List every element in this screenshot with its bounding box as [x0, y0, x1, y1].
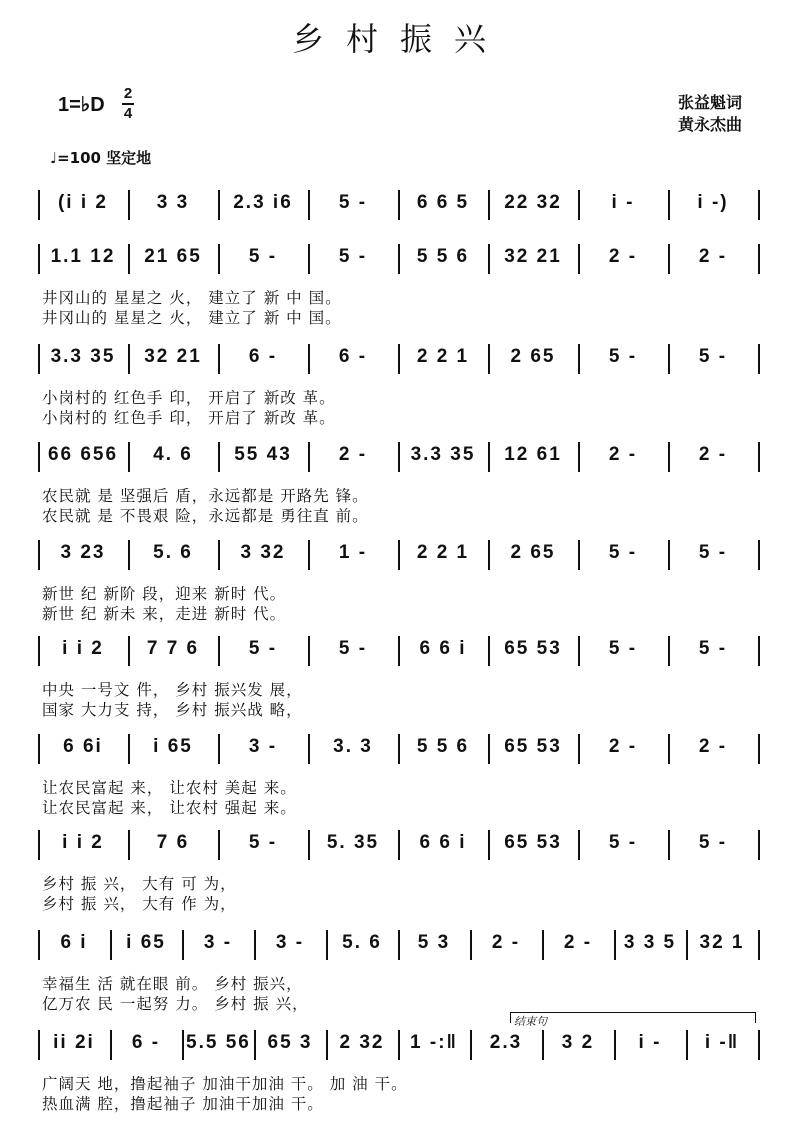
tempo-marking: ♩=100 坚定地 [50, 149, 152, 167]
measure: 5 - [248, 832, 278, 853]
barline [470, 1030, 472, 1060]
measure: 3. 3 [333, 736, 373, 757]
measure: 5 - [698, 638, 728, 659]
barline [38, 344, 40, 374]
barline [488, 636, 490, 666]
measure: i 65 [153, 736, 193, 757]
lyrics-verse-1: 让农民富起 来， 让农村 美起 来。 [42, 779, 297, 797]
barline [758, 190, 760, 220]
barline [110, 930, 112, 960]
measure: 6 6i [63, 736, 103, 757]
measure: 3 - [275, 932, 305, 953]
measure: 5 - [248, 246, 278, 267]
measure: 32 1 [699, 932, 745, 953]
measure: 5 - [608, 346, 638, 367]
barline [110, 1030, 112, 1060]
measure: 22 32 [504, 192, 562, 213]
measure: 5 - [698, 542, 728, 563]
measure: 65 53 [504, 638, 562, 659]
barline [758, 442, 760, 472]
measure: 7 6 [156, 832, 190, 853]
barline [758, 930, 760, 960]
measure: 1 - [338, 542, 368, 563]
barline [578, 244, 580, 274]
measure: i i 2 [62, 638, 104, 659]
barline [668, 244, 670, 274]
barline [218, 734, 220, 764]
measure: 65 3 [267, 1032, 313, 1053]
measure: 5. 6 [342, 932, 382, 953]
measure: 2 65 [510, 542, 556, 563]
measure: 2 2 1 [416, 542, 470, 563]
measure: 5 - [608, 638, 638, 659]
barline [38, 636, 40, 666]
time-bottom: 4 [123, 105, 133, 122]
barline [254, 930, 256, 960]
measure: 2 32 [339, 1032, 385, 1053]
lyrics-verse-1: 广阔天 地，撸起袖子 加油干加油 干。 加 油 干。 [42, 1075, 408, 1093]
measure: i - [611, 192, 635, 213]
barline [308, 636, 310, 666]
barline [398, 344, 400, 374]
lyrics-verse-2: 热血满 腔，撸起袖子 加油干加油 干。 [42, 1095, 324, 1113]
lyrics-verse-2: 小岗村的 红色手 印， 开启了 新改 革。 [42, 409, 336, 427]
measure: 1.1 12 [50, 246, 116, 267]
barline [218, 244, 220, 274]
measure: i - [638, 1032, 662, 1053]
measure: 5 - [698, 346, 728, 367]
barline [668, 442, 670, 472]
measure: 6 6 i [419, 638, 467, 659]
composer: 黄永杰曲 [677, 115, 742, 134]
measure: (i i 2 [57, 192, 108, 213]
barline [218, 190, 220, 220]
measure: 5 - [338, 192, 368, 213]
measure: i i 2 [62, 832, 104, 853]
notes-line [38, 438, 762, 480]
measure: 2 - [698, 444, 728, 465]
barline [398, 830, 400, 860]
measure: 3 - [248, 736, 278, 757]
barline [578, 830, 580, 860]
notes-line [38, 536, 762, 578]
lyrics-verse-1: 中央 一号文 件， 乡村 振兴发 展， [42, 681, 303, 699]
barline [398, 1030, 400, 1060]
lyrics-verse-2: 农民就 是 不畏艰 险，永远都是 勇往直 前。 [42, 507, 369, 525]
measure: 5 - [338, 638, 368, 659]
measure: 3 32 [240, 542, 286, 563]
measure: 6 i [60, 932, 88, 953]
measure: 2 - [698, 736, 728, 757]
measure: 2 - [608, 246, 638, 267]
time-top: 2 [123, 85, 133, 102]
lyrics-verse-1: 乡村 振 兴， 大有 可 为， [42, 875, 237, 893]
measure: 66 656 [47, 444, 119, 465]
barline [668, 344, 670, 374]
measure: 12 61 [504, 444, 562, 465]
measure: 3 23 [60, 542, 106, 563]
measure: 32 21 [144, 346, 202, 367]
score-row [38, 438, 762, 548]
barline [686, 1030, 688, 1060]
barline [218, 636, 220, 666]
barline [398, 540, 400, 570]
barline [578, 344, 580, 374]
measure: 3.3 35 [410, 444, 476, 465]
barline [758, 636, 760, 666]
measure: 5.5 56 [186, 1032, 251, 1053]
measure: 6 6 5 [416, 192, 470, 213]
measure: 3.3 35 [50, 346, 116, 367]
barline [38, 930, 40, 960]
ending-label: 结束句 [514, 1015, 547, 1028]
barline [758, 244, 760, 274]
measure: 2 - [491, 932, 521, 953]
barline [758, 344, 760, 374]
song-title: 乡村振兴 [291, 20, 508, 58]
measure: 3 2 [561, 1032, 595, 1053]
barline [308, 344, 310, 374]
barline [488, 344, 490, 374]
measure: 5 - [698, 832, 728, 853]
barline [758, 734, 760, 764]
measure: 2 - [698, 246, 728, 267]
measure: 2.3 i6 [233, 192, 293, 213]
notes-line [38, 632, 762, 674]
barline [686, 930, 688, 960]
lyrics-verse-2: 国家 大力支 持， 乡村 振兴战 略， [42, 701, 303, 719]
barline [38, 540, 40, 570]
notes-line [38, 730, 762, 772]
notes-line [38, 240, 762, 282]
barline [218, 442, 220, 472]
measure: 3 3 [156, 192, 190, 213]
time-signature [122, 86, 134, 122]
lyrics-verse-2: 乡村 振 兴， 大有 作 为， [42, 895, 237, 913]
barline [326, 1030, 328, 1060]
barline [38, 442, 40, 472]
lyrics-verse-2: 新世 纪 新未 来，走进 新时 代。 [42, 605, 287, 623]
barline [308, 830, 310, 860]
lyrics-verse-1: 新世 纪 新阶 段，迎来 新时 代。 [42, 585, 287, 603]
barline [488, 540, 490, 570]
barline [488, 830, 490, 860]
measure: ii 2i [53, 1032, 95, 1053]
measure: 3 3 5 [623, 932, 677, 953]
notes-line [38, 826, 762, 868]
score-row [38, 632, 762, 742]
measure: 55 43 [234, 444, 292, 465]
measure: 2 65 [510, 346, 556, 367]
barline [758, 540, 760, 570]
measure: i 65 [126, 932, 166, 953]
score-row [38, 730, 762, 840]
measure: 5 5 6 [416, 246, 470, 267]
barline [488, 190, 490, 220]
barline [398, 930, 400, 960]
barline [128, 636, 130, 666]
barline [128, 442, 130, 472]
barline [542, 930, 544, 960]
barline [398, 442, 400, 472]
measure: 5 - [608, 832, 638, 853]
measure: 65 53 [504, 736, 562, 757]
barline [578, 636, 580, 666]
notes-line [38, 340, 762, 382]
lyrics-verse-2: 井冈山的 星星之 火， 建立了 新 中 国。 [42, 309, 342, 327]
barline [470, 930, 472, 960]
measure: 21 65 [144, 246, 202, 267]
barline [758, 830, 760, 860]
barline [38, 734, 40, 764]
lyrics-verse-1: 小岗村的 红色手 印， 开启了 新改 革。 [42, 389, 336, 407]
barline [326, 930, 328, 960]
measure: 6 6 i [419, 832, 467, 853]
barline [578, 442, 580, 472]
score-row [38, 240, 762, 350]
barline [488, 734, 490, 764]
barline [398, 244, 400, 274]
credits [678, 92, 742, 136]
measure: 2 - [608, 736, 638, 757]
barline [218, 540, 220, 570]
lyrics-verse-2: 让农民富起 来， 让农村 强起 来。 [42, 799, 297, 817]
barline [254, 1030, 256, 1060]
barline [38, 244, 40, 274]
barline [668, 830, 670, 860]
measure: 2 - [608, 444, 638, 465]
barline [128, 190, 130, 220]
lyrics-verse-1: 幸福生 活 就在眼 前。 乡村 振兴， [42, 975, 303, 993]
barline [308, 190, 310, 220]
lyrics-verse-2: 亿万农 民 一起努 力。 乡村 振 兴， [42, 995, 309, 1013]
measure: 5 3 [417, 932, 451, 953]
score-row [38, 340, 762, 450]
measure: 3 - [203, 932, 233, 953]
score-row [38, 826, 762, 936]
measure: i -) [697, 192, 729, 213]
measure: 65 53 [504, 832, 562, 853]
barline [578, 734, 580, 764]
barline [668, 636, 670, 666]
measure: 2 - [563, 932, 593, 953]
barline [488, 442, 490, 472]
barline [128, 830, 130, 860]
notes-line [38, 926, 762, 968]
score-row [38, 536, 762, 646]
barline [308, 244, 310, 274]
measure: 6 - [248, 346, 278, 367]
barline [218, 344, 220, 374]
barline [668, 190, 670, 220]
notes-line [38, 186, 762, 228]
barline [128, 344, 130, 374]
barline [308, 442, 310, 472]
barline [488, 244, 490, 274]
barline [398, 636, 400, 666]
measure: 2.3 [489, 1032, 523, 1053]
barline [542, 1030, 544, 1060]
barline [182, 1030, 184, 1060]
barline [128, 540, 130, 570]
barline [38, 190, 40, 220]
measure: i -‖ [704, 1032, 740, 1053]
measure: 6 - [338, 346, 368, 367]
measure: 4. 6 [153, 444, 193, 465]
measure: 5 - [338, 246, 368, 267]
notes-line [38, 1026, 762, 1068]
barline [38, 1030, 40, 1060]
barline [128, 244, 130, 274]
barline [578, 540, 580, 570]
measure: 5 5 6 [416, 736, 470, 757]
barline [308, 734, 310, 764]
barline [758, 1030, 760, 1060]
barline [614, 1030, 616, 1060]
barline [614, 930, 616, 960]
barline [398, 190, 400, 220]
barline [308, 540, 310, 570]
measure: 7 7 6 [146, 638, 200, 659]
score-row [38, 1015, 762, 1136]
barline [668, 734, 670, 764]
measure: 6 - [131, 1032, 161, 1053]
measure: 5 - [608, 542, 638, 563]
lyrics-verse-1: 农民就 是 坚强后 盾，永远都是 开路先 锋。 [42, 487, 369, 505]
barline [218, 830, 220, 860]
measure: 5 - [248, 638, 278, 659]
barline [668, 540, 670, 570]
lyrics-verse-1: 井冈山的 星星之 火， 建立了 新 中 国。 [42, 289, 342, 307]
barline [398, 734, 400, 764]
key-signature: 1=♭D [58, 94, 105, 116]
barline [38, 830, 40, 860]
measure: 1 -:‖ [410, 1032, 458, 1053]
barline [578, 190, 580, 220]
measure: 5. 35 [326, 832, 380, 853]
measure: 32 21 [504, 246, 562, 267]
measure: 5. 6 [153, 542, 193, 563]
barline [128, 734, 130, 764]
measure: 2 2 1 [416, 346, 470, 367]
lyricist: 张益魁词 [677, 93, 742, 112]
measure: 2 - [338, 444, 368, 465]
barline [182, 930, 184, 960]
